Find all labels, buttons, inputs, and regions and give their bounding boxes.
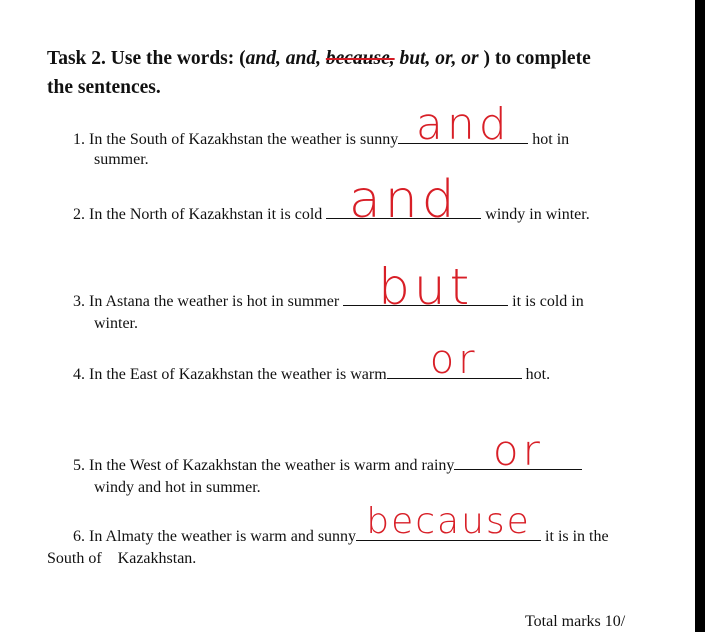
sentence-3-answer: but [378, 258, 474, 316]
sentence-6-answer: because [366, 501, 531, 542]
total-marks: Total marks 10/ [525, 613, 626, 630]
sentence-4 [73, 337, 551, 385]
sentence-3-after: it is cold in [508, 293, 584, 310]
sentence-4-blank [387, 337, 522, 383]
sentence-1-cont: summer. [94, 151, 149, 168]
word-but-or-or: but, or, or [394, 48, 479, 69]
sentence-5-answer: or [492, 426, 544, 475]
sentence-6 [73, 501, 609, 547]
word-because-struck: because, [325, 48, 395, 69]
sentence-2-after: windy in winter. [481, 206, 590, 223]
sentence-5-before: 5. In the West of Kazakhstan the weather is warm and rainy [73, 457, 455, 474]
task-title-end: ) to complete [478, 48, 591, 69]
sentence-2-before: 2. In the North of Kazakhstan it is cold [73, 206, 327, 223]
sentence-2-blank [326, 170, 481, 230]
sentence-3 [73, 258, 584, 316]
sentence-4-before: 4. In the East of Kazakhstan the weather is warm [73, 366, 387, 383]
sentence-2-answer: and [348, 170, 459, 230]
task-title-line2: the sentences. [47, 77, 161, 98]
sentence-5 [73, 426, 582, 476]
sentence-1-before: 1. In the South of Kazakhstan the weather is sunny [73, 131, 399, 148]
sentence-6-before: 6. In Almaty the weather is warm and sunny [73, 528, 357, 545]
word-and-2: and, [285, 48, 326, 69]
sentence-6-cont: South of Kazakhstan. [47, 550, 197, 567]
sentence-4-answer: or [429, 337, 479, 383]
sentence-3-before: 3. In Astana the weather is hot in summer [73, 293, 344, 310]
sentence-1-answer: and [415, 99, 511, 150]
sentence-6-blank [356, 501, 541, 542]
word-and-1: and, [245, 48, 286, 69]
sentence-5-blank [454, 426, 582, 475]
sentence-1-after: hot in [528, 131, 570, 148]
sentence-4-after: hot. [521, 366, 551, 383]
sentence-1-blank [398, 99, 528, 150]
sentence-2 [73, 170, 590, 230]
sentence-1 [73, 99, 570, 150]
right-border [695, 0, 705, 632]
task-heading [47, 44, 657, 102]
sentence-6-after: it is in the [541, 528, 609, 545]
task-title: Task 2. Use the words: ( [47, 48, 246, 69]
sentence-3-blank [343, 258, 508, 316]
sentence-5-cont: windy and hot in summer. [94, 479, 261, 496]
sentence-3-cont: winter. [94, 315, 138, 332]
